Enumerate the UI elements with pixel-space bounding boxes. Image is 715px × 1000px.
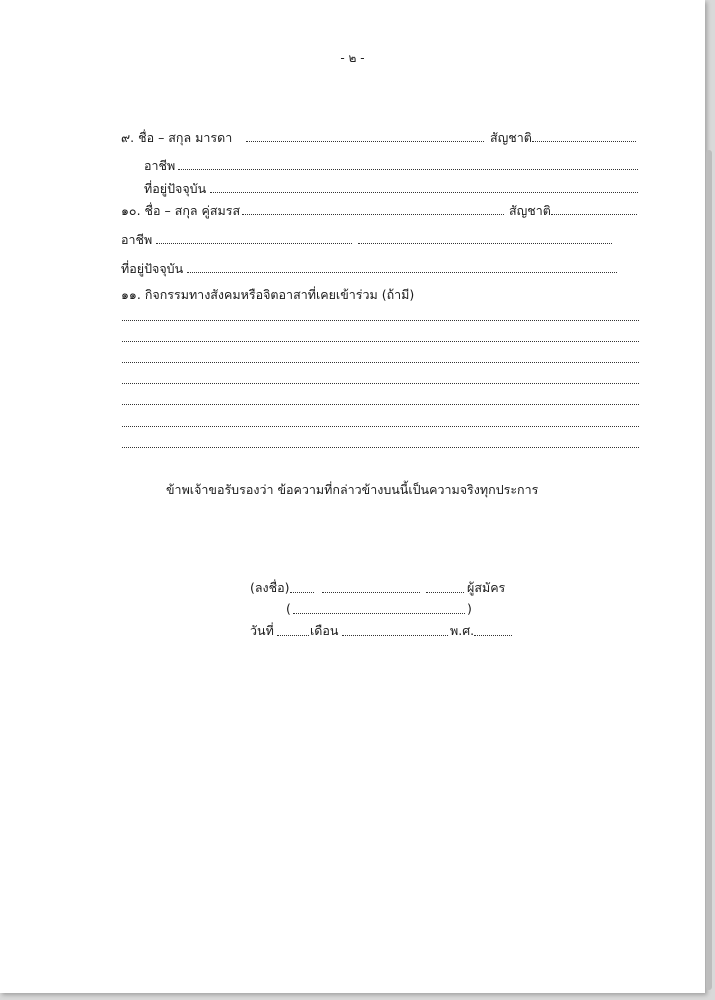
spouse-address-field[interactable] — [187, 272, 617, 273]
mother-nationality-field[interactable] — [532, 141, 636, 142]
printed-name-field[interactable] — [293, 613, 465, 614]
applicant-label: ผู้สมัคร — [467, 580, 506, 595]
signature-field-a[interactable] — [290, 592, 314, 593]
activities-line-1[interactable] — [122, 320, 639, 321]
sign-prefix: (ลงชื่อ) — [250, 580, 290, 595]
activities-label: ๑๑. กิจกรรมทางสังคมหรือจิตอาสาที่เคยเข้าร่วม (ถ้ามี) — [121, 287, 415, 302]
page-number: - ๒ - — [340, 51, 365, 65]
year-field[interactable] — [474, 635, 512, 636]
activities-line-6[interactable] — [122, 426, 639, 427]
certification-statement: ข้าพเจ้าขอรับรองว่า ข้อความที่กล่าวข้างบนนี้เป็นความจริงทุกประการ — [166, 482, 539, 497]
activities-line-2[interactable] — [122, 341, 639, 342]
mother-name-field[interactable] — [246, 141, 484, 142]
mother-nationality-label: สัญชาติ — [490, 130, 532, 145]
spouse-name-label: ๑๐. ชื่อ – สกุล คู่สมรส — [121, 203, 241, 218]
paren-open: ( — [286, 601, 291, 616]
spouse-occupation-label: อาชีพ — [121, 232, 153, 247]
vertical-scrollbar[interactable] — [706, 150, 712, 990]
activities-line-5[interactable] — [122, 404, 639, 405]
day-label: วันที่ — [250, 623, 274, 638]
activities-line-7[interactable] — [122, 447, 639, 448]
mother-occupation-field[interactable] — [178, 169, 638, 170]
year-label: พ.ศ. — [450, 623, 475, 638]
spouse-name-field[interactable] — [242, 214, 504, 215]
mother-occupation-label: อาชีพ — [144, 158, 176, 173]
spouse-nationality-field[interactable] — [551, 214, 637, 215]
activities-line-4[interactable] — [122, 383, 639, 384]
paren-close: ) — [467, 601, 472, 616]
mother-address-label: ที่อยู่ปัจจุบัน — [144, 181, 207, 196]
month-field[interactable] — [342, 635, 448, 636]
spouse-occupation-field-2[interactable] — [358, 243, 612, 244]
mother-name-label: ๙. ชื่อ – สกุล มารดา — [121, 130, 233, 145]
signature-field-b[interactable] — [322, 592, 420, 593]
mother-address-field[interactable] — [210, 192, 638, 193]
spouse-occupation-field[interactable] — [156, 243, 352, 244]
activities-line-3[interactable] — [122, 362, 639, 363]
month-label: เดือน — [310, 623, 339, 638]
signature-field-c[interactable] — [426, 592, 464, 593]
spouse-nationality-label: สัญชาติ — [509, 203, 551, 218]
spouse-address-label: ที่อยู่ปัจจุบัน — [121, 261, 184, 276]
day-field[interactable] — [277, 635, 309, 636]
